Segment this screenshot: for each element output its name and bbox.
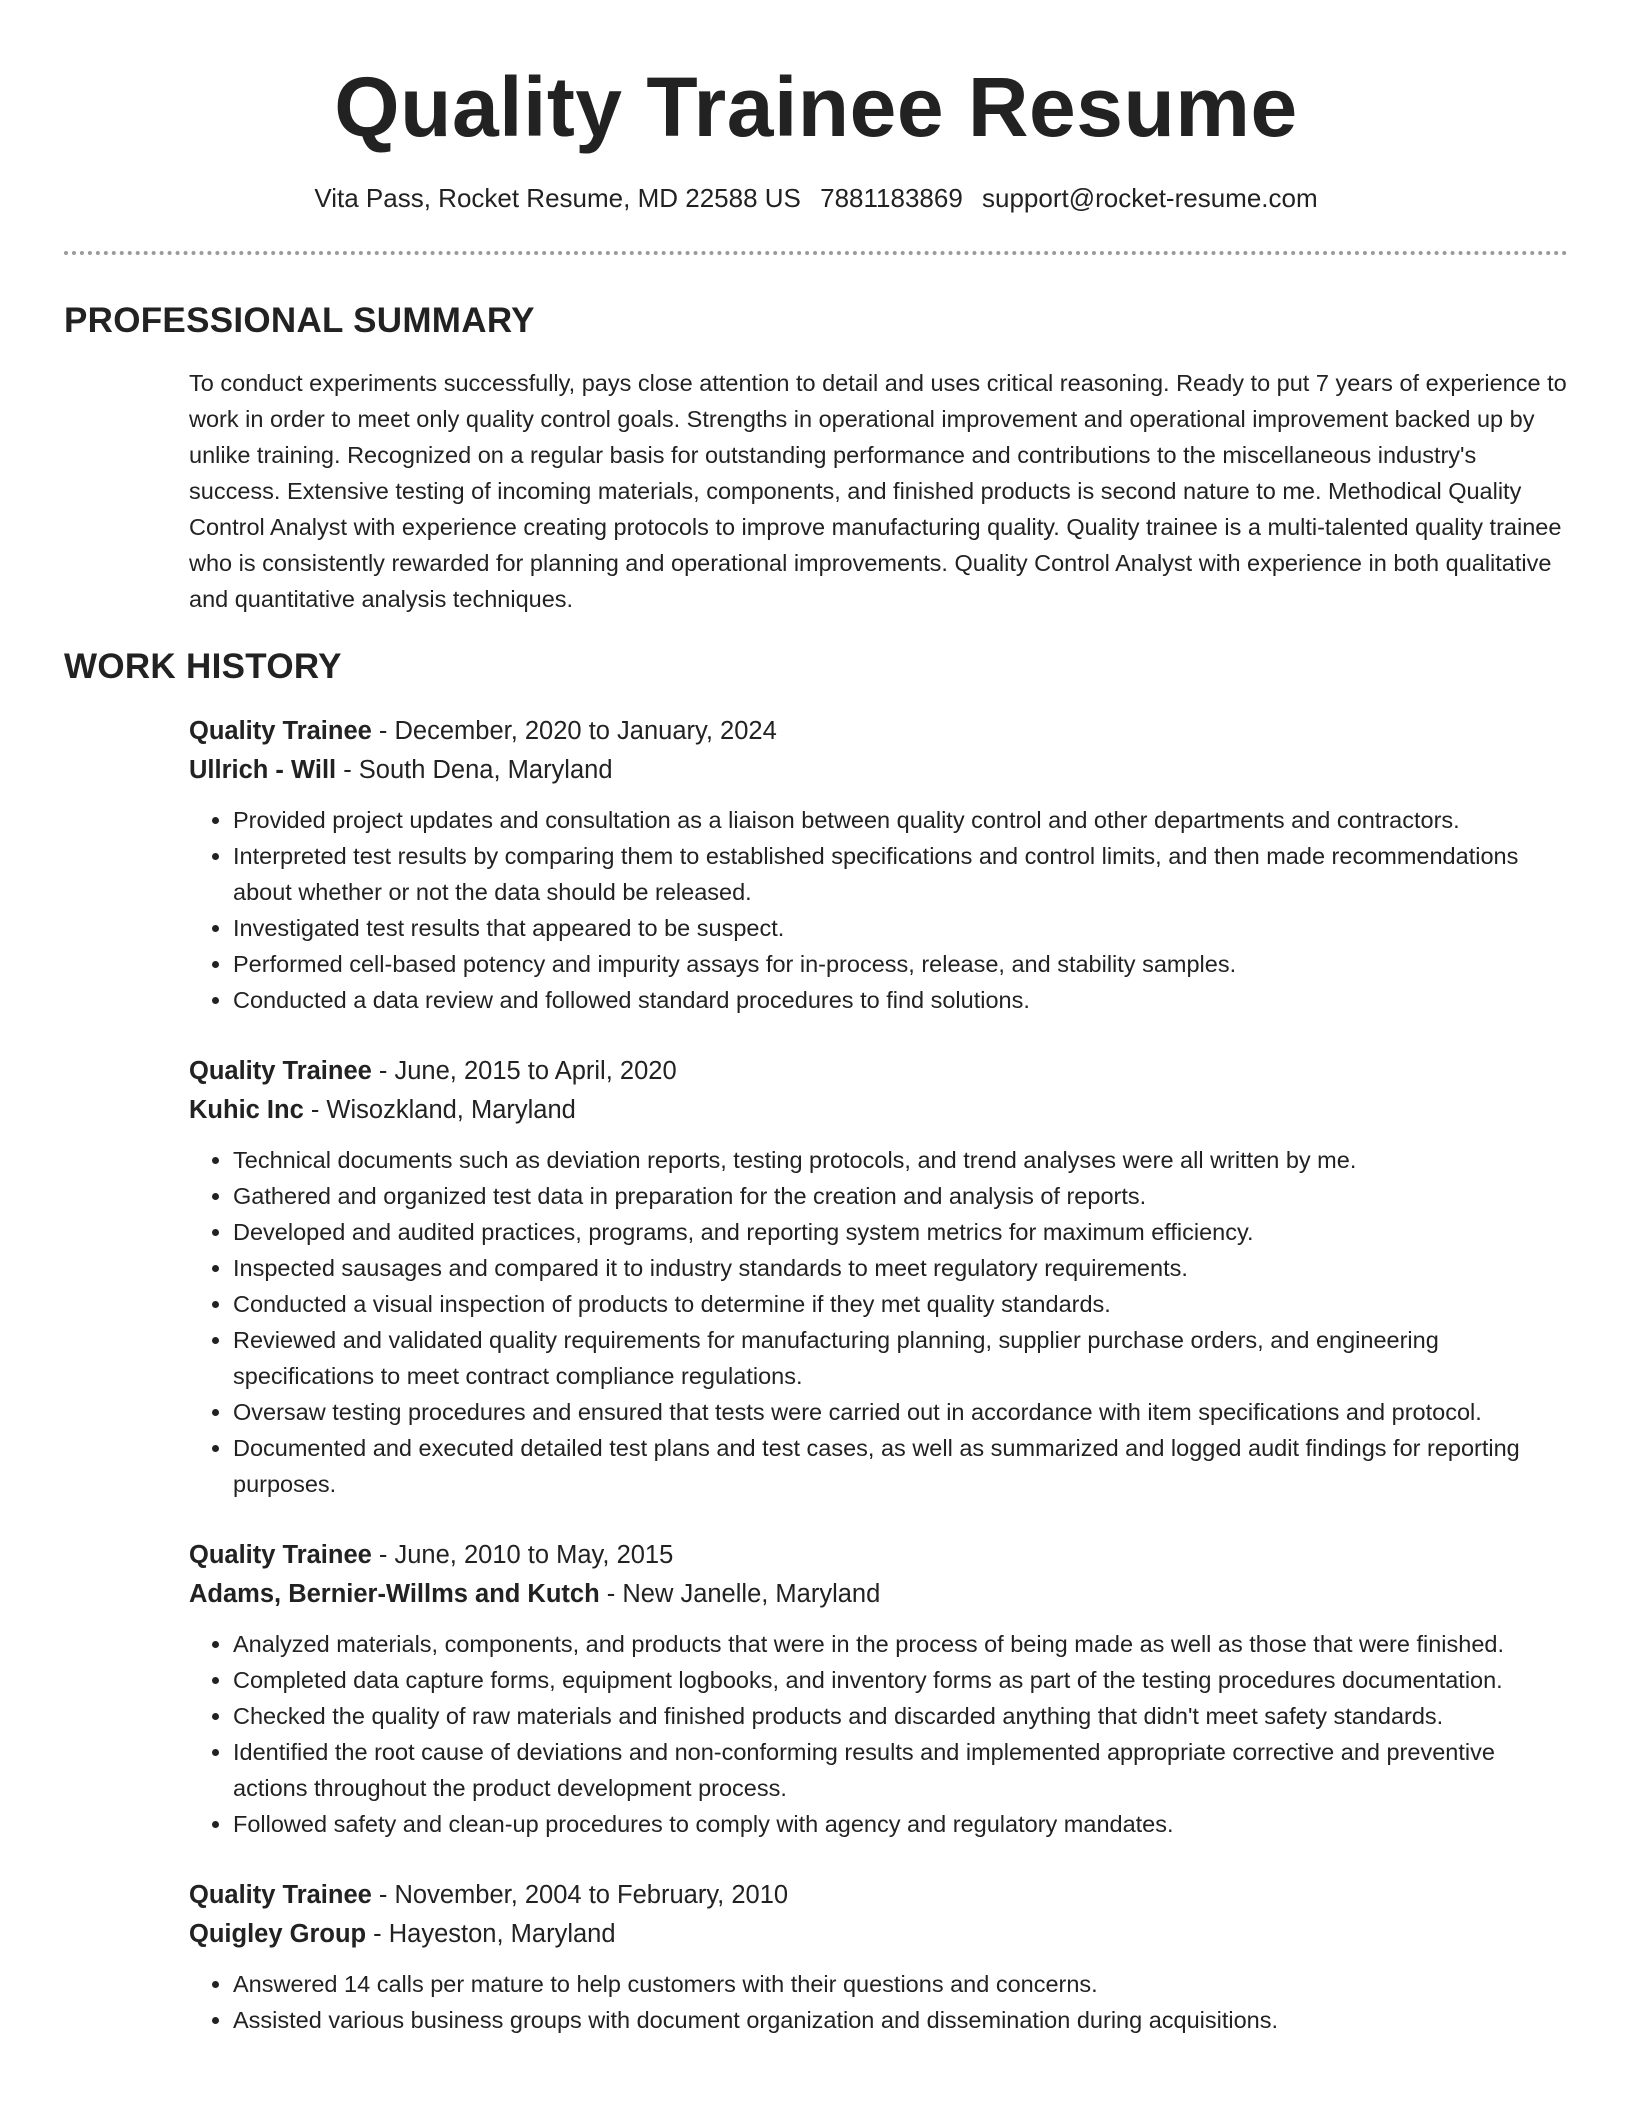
job-title: Quality Trainee — [189, 1881, 372, 1909]
job-location: - Wisozkland, Maryland — [303, 1096, 576, 1124]
job-bullet: • Provided project updates and consultation as a liaison between quality control and other departments and contractors. — [233, 802, 1568, 838]
job-company: Ullrich - Will — [189, 756, 337, 784]
job-dates: - June, 2015 to April, 2020 — [371, 1057, 677, 1085]
job-location: - South Dena, Maryland — [336, 756, 613, 784]
job-bullet: • Answered 14 calls per mature to help customers with their questions and concerns. — [233, 1966, 1568, 2002]
job-company-line — [189, 1091, 1568, 1130]
job-dates: - June, 2010 to May, 2015 — [371, 1541, 674, 1569]
job-bullet: • Oversaw testing procedures and ensured that tests were carried out in accordance with item specifications and protocol. — [233, 1394, 1568, 1430]
job-title-line — [189, 712, 1568, 751]
job-bullet: • Completed data capture forms, equipment logbooks, and inventory forms as part of the testing procedures documentation. — [233, 1662, 1568, 1698]
job-company: Adams, Bernier-Willms and Kutch — [189, 1580, 600, 1608]
job-bullet: • Conducted a visual inspection of products to determine if they met quality standards. — [233, 1286, 1568, 1322]
header-divider — [64, 251, 1568, 255]
job-bullets — [189, 1966, 1568, 2038]
job-title: Quality Trainee — [189, 717, 372, 745]
work-history-heading: WORK HISTORY — [64, 647, 342, 686]
job-bullet: • Followed safety and clean-up procedures to comply with agency and regulatory mandates. — [233, 1806, 1568, 1842]
resume-title: Quality Trainee Resume — [334, 60, 1298, 154]
job-entry — [189, 1536, 1568, 1842]
job-bullets — [189, 1626, 1568, 1842]
job-entry — [189, 1052, 1568, 1502]
job-bullet: • Reviewed and validated quality requirements for manufacturing planning, supplier purchase orders, and engineering specifications to meet contract compliance regulations. — [233, 1322, 1568, 1394]
job-bullet: • Conducted a data review and followed standard procedures to find solutions. — [233, 982, 1568, 1018]
job-bullets — [189, 802, 1568, 1018]
contact-phone: 7881183869 — [820, 183, 963, 213]
job-bullet: • Performed cell-based potency and impurity assays for in-process, release, and stability samples. — [233, 946, 1568, 982]
job-company-line — [189, 1575, 1568, 1614]
job-bullet: • Investigated test results that appeared to be suspect. — [233, 910, 1568, 946]
job-bullet: • Assisted various business groups with document organization and dissemination during acquisitions. — [233, 2002, 1568, 2038]
contact-line — [0, 178, 1632, 218]
summary-heading: PROFESSIONAL SUMMARY — [64, 301, 535, 340]
job-entry — [189, 1876, 1568, 2038]
job-bullets — [189, 1142, 1568, 1502]
work-history-list — [189, 712, 1568, 2072]
job-dates: - December, 2020 to January, 2024 — [371, 717, 777, 745]
job-bullet: • Identified the root cause of deviations and non-conforming results and implemented appropriate corrective and preventive actions throughout the product development process. — [233, 1734, 1568, 1806]
job-bullet: • Technical documents such as deviation reports, testing protocols, and trend analyses were all written by me. — [233, 1142, 1568, 1178]
contact-email: support@rocket-resume.com — [982, 183, 1318, 213]
job-location: - New Janelle, Maryland — [599, 1580, 881, 1608]
job-company-line — [189, 751, 1568, 790]
job-location: - Hayeston, Maryland — [366, 1920, 616, 1948]
job-company: Kuhic Inc — [189, 1096, 304, 1124]
job-bullet: • Analyzed materials, components, and products that were in the process of being made as well as those that were finished. — [233, 1626, 1568, 1662]
job-bullet: • Inspected sausages and compared it to industry standards to meet regulatory requirements. — [233, 1250, 1568, 1286]
job-company: Quigley Group — [189, 1920, 367, 1948]
job-title-line — [189, 1876, 1568, 1915]
job-company-line — [189, 1915, 1568, 1954]
job-bullet: • Developed and audited practices, programs, and reporting system metrics for maximum efficiency. — [233, 1214, 1568, 1250]
job-dates: - November, 2004 to February, 2010 — [371, 1881, 789, 1909]
summary-text: To conduct experiments successfully, pays close attention to detail and uses critical reasoning. Ready to put 7 years of experience to work in order to meet only quality control goals. Strengths in operational improvement and operational improvement backed up by unlike training. Recognized on a regular basis for outstanding performance and contributions to the miscellaneous industry's success. Extensive testing of incoming materials, components, and finished products is second nature to me. Methodical Quality Control Analyst with experience creating protocols to improve manufacturing quality. Quality trainee is a multi-talented quality trainee who is consistently rewarded for planning and operational improvements. Quality Control Analyst with experience in both qualitative and quantitative analysis techniques. — [189, 370, 1567, 612]
job-title: Quality Trainee — [189, 1541, 372, 1569]
job-title-line — [189, 1536, 1568, 1575]
job-bullet: • Interpreted test results by comparing them to established specifications and control limits, and then made recommendations about whether or not the data should be released. — [233, 838, 1568, 910]
job-bullet: • Gathered and organized test data in preparation for the creation and analysis of reports. — [233, 1178, 1568, 1214]
job-bullet: • Documented and executed detailed test plans and test cases, as well as summarized and logged audit findings for reporting purposes. — [233, 1430, 1568, 1502]
job-entry — [189, 712, 1568, 1018]
job-title-line — [189, 1052, 1568, 1091]
job-bullet: • Checked the quality of raw materials and finished products and discarded anything that didn't meet safety standards. — [233, 1698, 1568, 1734]
job-title: Quality Trainee — [189, 1057, 372, 1085]
contact-address: Vita Pass, Rocket Resume, MD 22588 US — [314, 183, 801, 213]
